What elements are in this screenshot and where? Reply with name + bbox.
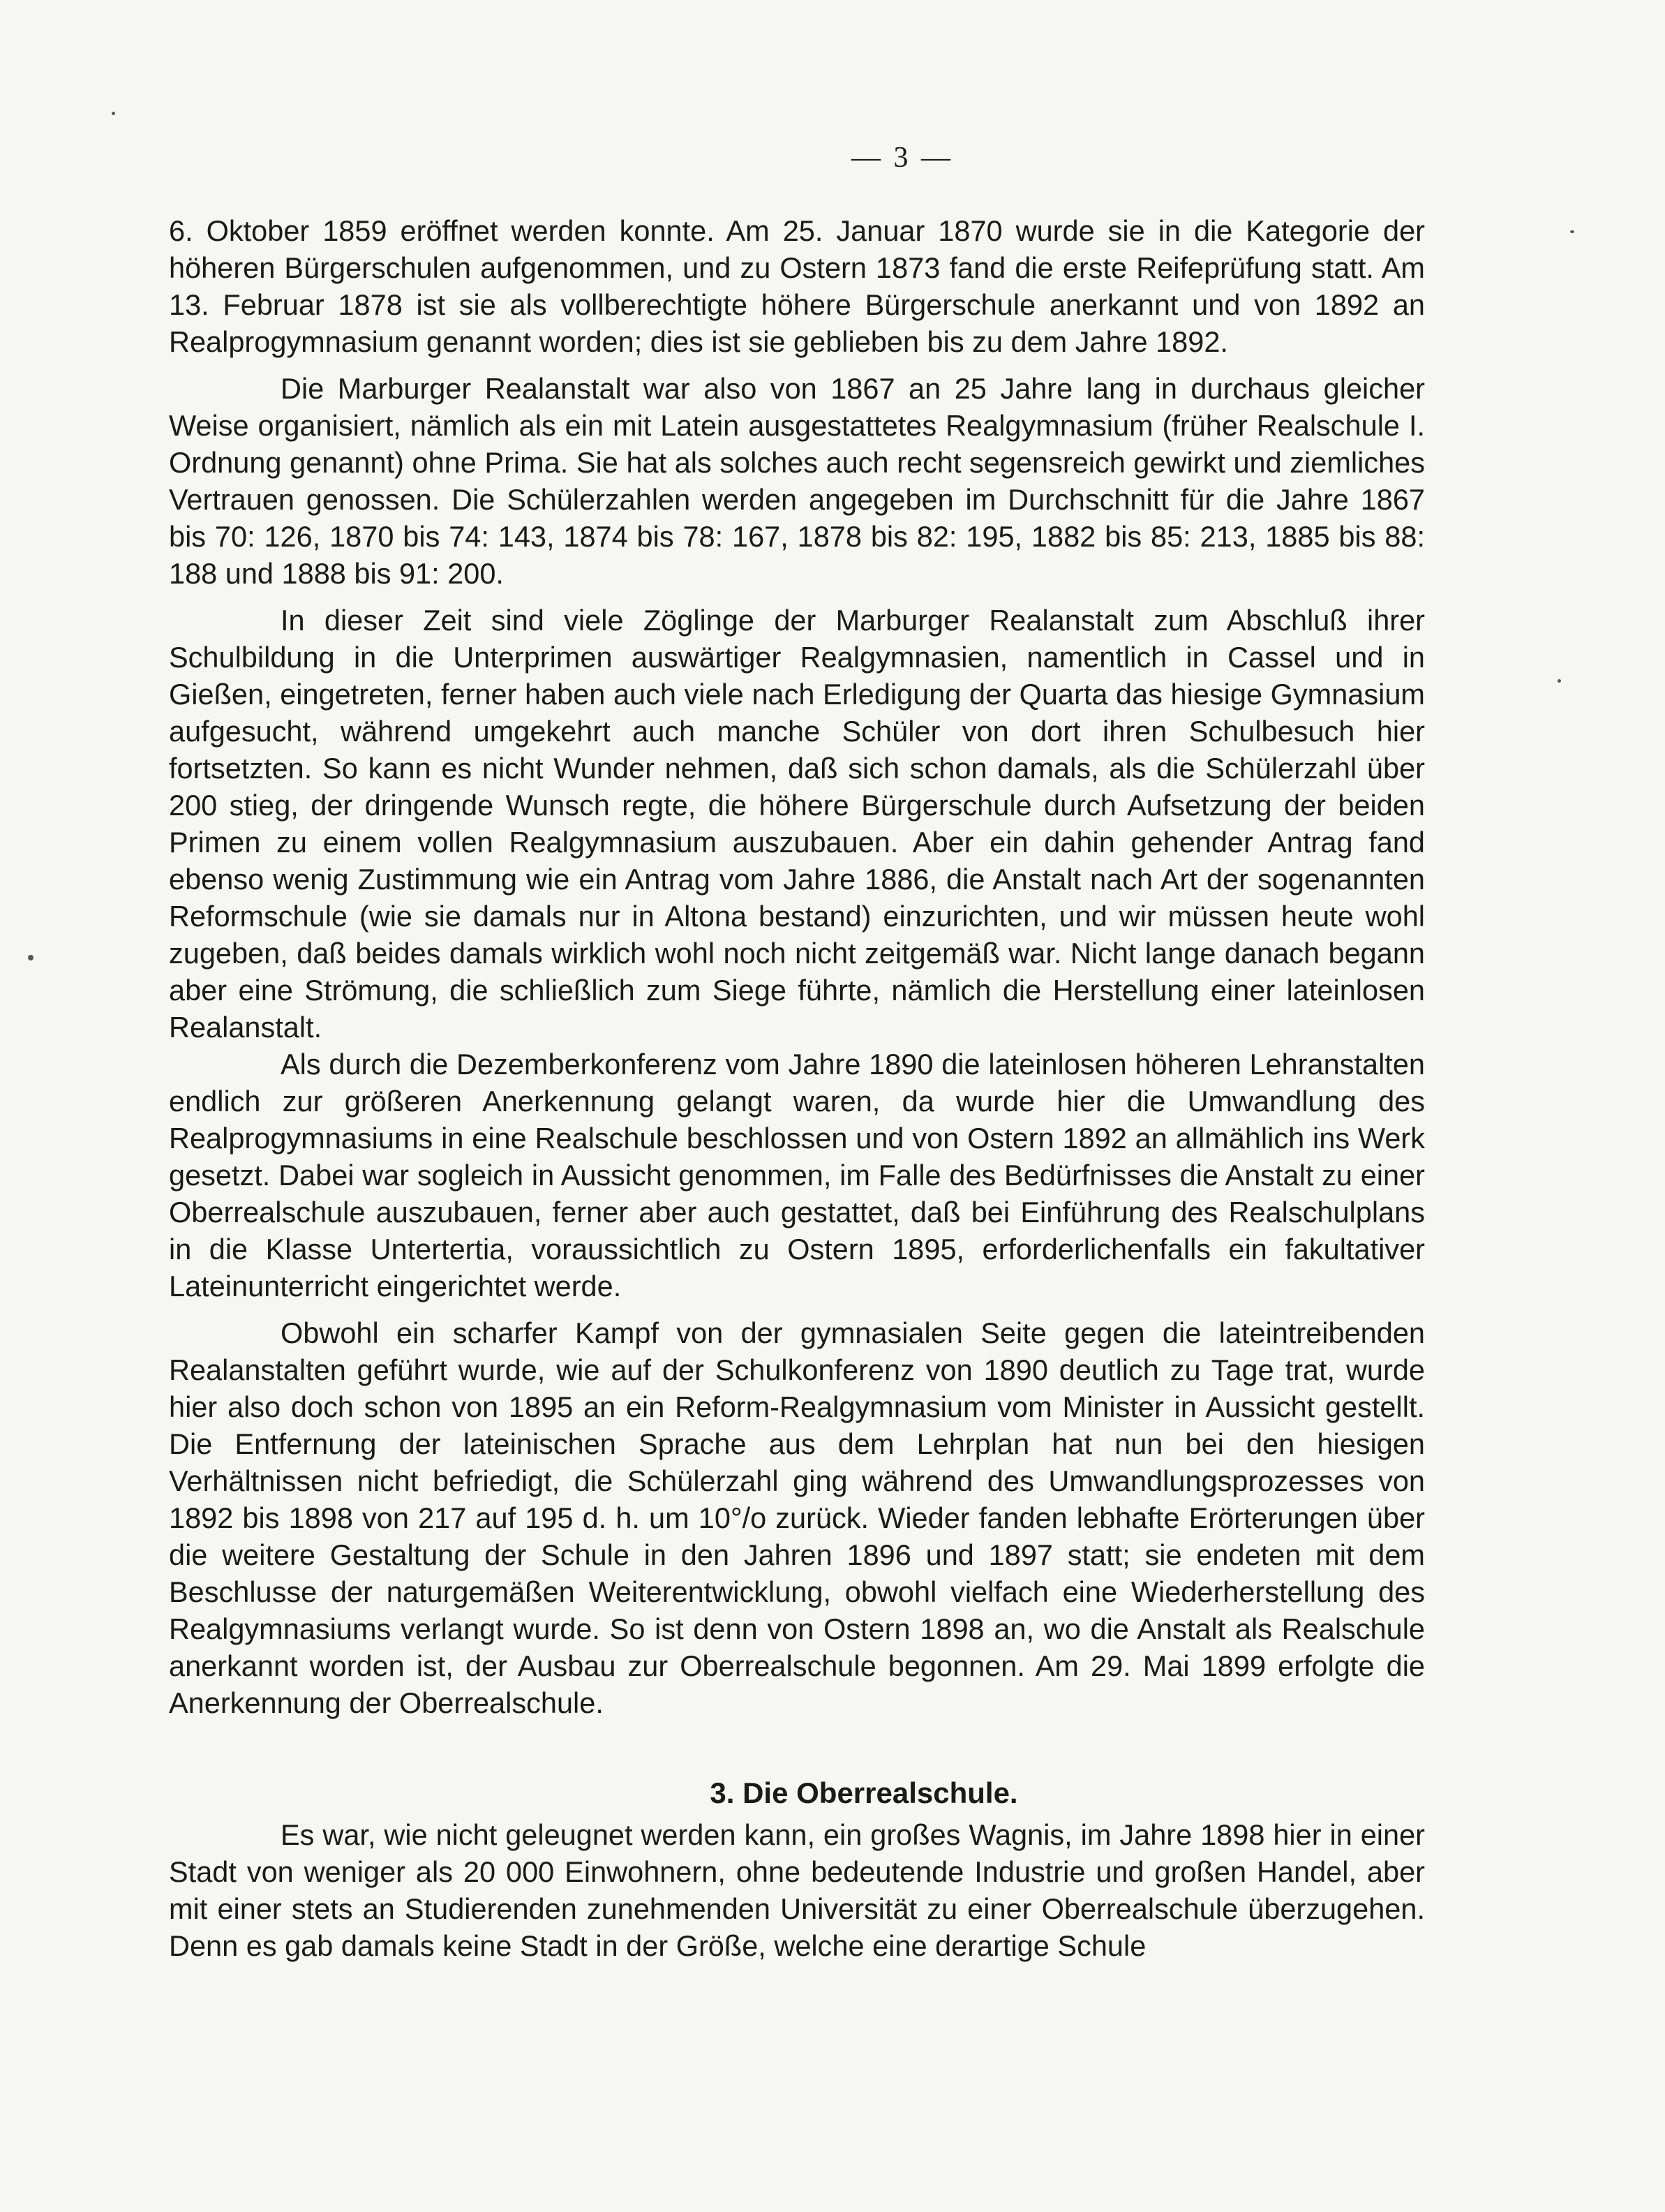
paragraph-obwohl-kampf: Obwohl ein scharfer Kampf von der gymnasialen Seite gegen die lateintreibenden Realanstalten geführt wurde, wie auf der Schulkonferenz von 1890 deutlich zu Tage trat, wurde hier also doch schon von 1895 an ein Reform-Realgymnasium vom Minister in Aussicht gestellt. Die Entfernung der lateinischen Sprache aus dem Lehrplan hat nun bei den hiesigen Verhältnissen nicht befriedigt, die Schülerzahl ging während des Umwandlungsprozesses von 1892 bis 1898 von 217 auf 195 d. h. um 10°/o zurück. Wieder fanden lebhafte Erörterungen über die weitere Gestaltung der Schule in den Jahren 1896 und 1897 statt; sie endeten mit dem Beschlusse der naturgemäßen Weiterentwicklung, obwohl vielfach eine Wiederherstellung des Realgymnasiums verlangt wurde. So ist denn von Ostern 1898 an, wo die Anstalt als Realschule anerkannt worden ist, der Ausbau zur Oberrealschule begonnen. Am 29. Mai 1899 erfolgte die Anerkennung der Oberrealschule. — [169, 1316, 1425, 1719]
scan-speck — [28, 955, 33, 960]
main-text-block — [169, 212, 1425, 1721]
paragraph-dezemberkonferenz: Als durch die Dezemberkonferenz vom Jahre 1890 die lateinlosen höheren Lehranstalten endlich zur größeren Anerkennung gelangt waren, da wurde hier die Umwandlung des Realprogymnasiums in eine Realschule beschlossen und von Ostern 1892 an allmählich ins Werk gesetzt. Dabei war sogleich in Aussicht genommen, im Falle des Bedürfnisses die Anstalt zu einer Oberrealschule auszubauen, ferner aber auch gestattet, daß bei Einführung des Realschulplans in die Klasse Untertertia, voraussichtlich zu Ostern 1895, erforderlichenfalls ein fakultativer Lateinunterricht eingerichtet werde. — [169, 1048, 1425, 1302]
section-text-block — [169, 1816, 1425, 1964]
paragraph-continuation: 6. Oktober 1859 eröffnet werden konnte. Am 25. Januar 1870 wurde sie in die Kategorie der höheren Bürgerschulen aufgenommen, und zu Ostern 1873 fand die erste Reifeprüfung statt. Am 13. Februar 1878 ist sie als vollberechtigte höhere Bürgerschule anerkannt und von 1892 an Realprogymnasium genannt worden; dies ist sie geblieben bis zu dem Jahre 1892. — [169, 214, 1425, 358]
page-number: — 3 — — [851, 142, 953, 174]
paragraph-marburger-realanstalt: Die Marburger Realanstalt war also von 1867 an 25 Jahre lang in durchaus gleicher Weise organisiert, nämlich als ein mit Latein ausgestattetes Realgymnasium (früher Realschule I. Ordnung genannt) ohne Prima. Sie hat als solches auch recht segensreich gewirkt und ziemliches Vertrauen genossen. Die Schülerzahlen werden angegeben im Durchschnitt für die Jahre 1867 bis 70: 126, 1870 bis 74: 143, 1874 bis 78: 167, 1878 bis 82: 195, 1882 bis 85: 213, 1885 bis 88: 188 und 1888 bis 91: 200. — [169, 372, 1425, 590]
scan-speck — [112, 112, 115, 115]
scan-speck — [1570, 230, 1574, 233]
paragraph-zoeglinge: In dieser Zeit sind viele Zöglinge der Marburger Realanstalt zum Abschluß ihrer Schulbildung in die Unterprimen auswärtiger Realgymnasien, namentlich in Cassel und in Gießen, eingetreten, ferner haben auch viele nach Erledigung der Quarta das hiesige Gymnasium aufgesucht, während umgekehrt auch manche Schüler von dort ihren Schulbesuch hier fortsetzten. So kann es nicht Wunder nehmen, daß sich schon damals, als die Schülerzahl über 200 stieg, der dringende Wunsch regte, die höhere Bürgerschule durch Aufsetzung der beiden Primen zu einem vollen Realgymnasium auszubauen. Aber ein dahin gehender Antrag fand ebenso wenig Zustimmung wie ein Antrag vom Jahre 1886, die Anstalt nach Art der sogenannten Reformschule (wie sie damals nur in Altona bestand) einzurichten, und wir müssen heute wohl zugeben, daß beides damals wirklich wohl noch nicht zeitgemäß war. Nicht lange danach begann aber eine Strömung, die schließlich zum Siege führte, nämlich die Herstellung einer lateinlosen Realanstalt. — [169, 604, 1425, 1044]
scan-speck — [1558, 679, 1561, 683]
paragraph-wagnis: Es war, wie nicht geleugnet werden kann, ein großes Wagnis, im Jahre 1898 hier in einer Stadt von weniger als 20 000 Einwohnern, ohne bedeutende Industrie und großen Handel, aber mit einer stets an Studierenden zunehmenden Universität zu einer Oberrealschule überzugehen. Denn es gab damals keine Stadt in der Größe, welche eine derartige Schule — [169, 1818, 1425, 1962]
section-heading-oberrealschule: 3. Die Oberrealschule. — [710, 1776, 1018, 1809]
